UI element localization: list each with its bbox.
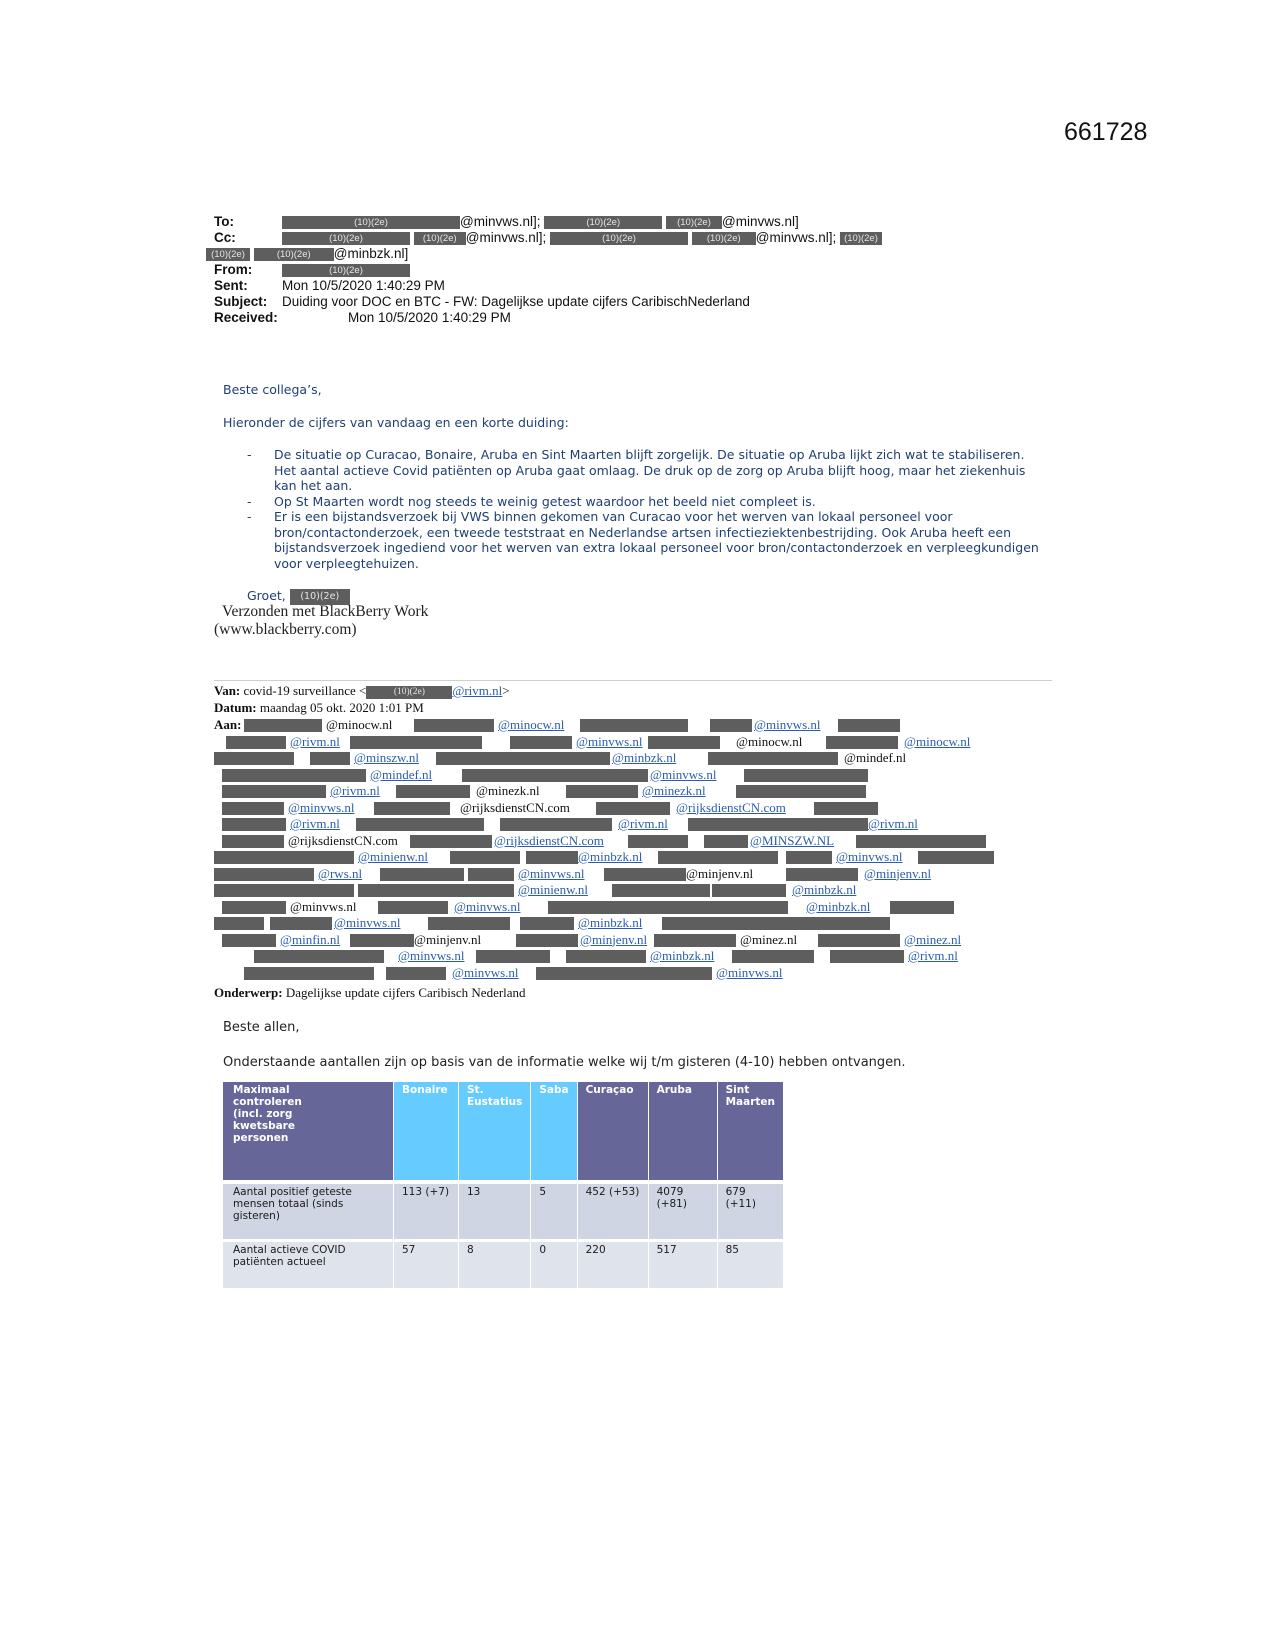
separator: [214, 680, 1052, 681]
table-row: [223, 1182, 784, 1240]
redaction: [378, 901, 448, 914]
onderwerp-row: Onderwerp: Dagelijkse update cijfers Caribisch Nederland: [214, 985, 526, 1000]
redaction: [214, 917, 264, 930]
redaction: [428, 917, 510, 930]
redaction: [654, 934, 736, 947]
redaction: [410, 835, 492, 848]
redaction: [566, 785, 638, 798]
cc-address-2: @minvws.nl];: [755, 230, 837, 245]
row-label: Aantal actieve COVID patiënten actueel: [223, 1240, 394, 1288]
redaction: [462, 769, 648, 782]
redaction: [612, 884, 710, 897]
redaction: [704, 835, 748, 848]
table-cell: 57: [394, 1240, 459, 1288]
redaction: (10)(2e): [840, 232, 882, 245]
redaction: [818, 934, 900, 947]
sent-label: Sent:: [214, 278, 248, 293]
to-address-2: @minvws.nl]: [722, 214, 799, 229]
redaction: [658, 851, 778, 864]
redaction: [500, 818, 612, 831]
redaction: [244, 719, 322, 732]
redaction: [468, 868, 514, 881]
column-header: Aruba: [648, 1082, 717, 1182]
redaction: [712, 884, 786, 897]
redaction: (10)(2e): [282, 264, 410, 277]
redaction: [786, 851, 832, 864]
redaction: (10)(2e): [206, 248, 250, 261]
redaction: [520, 917, 574, 930]
closing: Groet, (10)(2e): [247, 588, 350, 605]
column-header: Curaçao: [577, 1082, 648, 1182]
redaction: [414, 719, 494, 732]
redaction: [526, 851, 578, 864]
table-cell: 517: [648, 1240, 717, 1288]
redaction: [386, 967, 446, 980]
redaction: [688, 818, 868, 831]
redaction: [890, 901, 954, 914]
redaction: [450, 851, 520, 864]
received-label: Received:: [214, 310, 278, 325]
bullet-item: - Op St Maarten wordt nog steeds te weinig getest waardoor het beeld niet compleet is.: [247, 493, 816, 509]
table-cell: 113 (+7): [394, 1182, 459, 1240]
cc-row-continued: [211, 246, 914, 262]
redaction: [548, 901, 788, 914]
redaction: [510, 736, 572, 749]
table-cell: 4079 (+81): [648, 1182, 717, 1240]
redaction: (10)(2e): [666, 216, 722, 229]
table-cell: 13: [459, 1182, 531, 1240]
redaction: [918, 851, 994, 864]
cc-row: [214, 230, 914, 246]
bullet-item: - De situatie op Curacao, Bonaire, Aruba en Sint Maarten blijft zorgelijk. De situatie op Aruba lijkt zich wat te stabiliseren. Het aantal actieve Covid patiënten op Aruba gaat omlaag. De druk op de zorg op Aruba blijft hoog, maar het ziekenhuis kan het aan.: [247, 447, 1026, 493]
column-header: St. Eustatius: [459, 1082, 531, 1182]
redaction: [222, 901, 286, 914]
redaction: (10)(2e): [282, 216, 460, 229]
table-cell: 679 (+11): [717, 1182, 783, 1240]
forwarded-header: [214, 683, 1064, 716]
table-cell: 220: [577, 1240, 648, 1288]
bullet-list: [247, 447, 1067, 571]
redaction: [580, 719, 688, 732]
redaction: [214, 868, 314, 881]
update-intro: Onderstaande aantallen zijn op basis van de informatie welke wij t/m gisteren (4-10) hebben ontvangen.: [223, 1055, 906, 1070]
greeting: Beste collega’s,: [223, 382, 322, 397]
redaction: [814, 802, 878, 815]
table-cell: 85: [717, 1240, 783, 1288]
redaction: [226, 736, 286, 749]
van-link[interactable]: @rivm.nl: [452, 683, 503, 698]
redaction: [604, 868, 686, 881]
subject-row: [214, 294, 914, 310]
redaction: [476, 950, 550, 963]
redaction: [350, 934, 414, 947]
redaction: (10)(2e): [414, 232, 466, 245]
table-row: [223, 1240, 784, 1288]
redaction: [270, 917, 332, 930]
table-cell: 8: [459, 1240, 531, 1288]
table-corner-header: Maximaal controleren (incl. zorg kwetsbare personen: [223, 1082, 394, 1182]
redaction: [214, 851, 354, 864]
received-row: [214, 310, 914, 326]
received-value: Mon 10/5/2020 1:40:29 PM: [348, 310, 511, 325]
redaction: [732, 950, 814, 963]
redaction: (10)(2e): [254, 248, 334, 261]
redaction: [736, 785, 866, 798]
datum-row: Datum: maandag 05 okt. 2020 1:01 PM: [214, 699, 424, 715]
redaction: [436, 752, 610, 765]
subject-label: Subject:: [214, 294, 268, 309]
email-header: [211, 214, 914, 326]
recipients-block: Aan: @minocw.nl @minocw.nl @minvws.nl @rivm.nl @minvws.nl @minocw.nl @minocw.nl @minszw.nl @minbzk.nl @mindef.nl @mindef.nl @minvws.nl @rivm.nl @minezk.nl @minezk.nl @minvws.nl @rijksdienstCN.com @rijksdienstCN.com @rivm.nl @rivm.nl @rivm.nl @rijksdienstCN.com @rijksdienstCN.com @MINSZW.NL @minienw.nl @minbzk.nl @minvws.nl @rws.nl @minvws.nl @minjenv.nl @minjenv.nl @minienw.nl @minbzk.nl @minvws.nl @minvws.nl @minbzk.nl @minvws.nl @minbzk.nl @minfin.nl @minjenv.nl @minjenv.nl @minez.nl @minez.nl @minvws.nl @minbzk.nl @rivm.nl @minvws.nl @minvws.nl: [214, 717, 1074, 987]
signature: Verzonden met BlackBerry Work (www.blackberry.com): [214, 603, 429, 638]
cc-label: Cc:: [214, 230, 236, 245]
van-row: Van: covid-19 surveillance < (10)(2e) @rivm.nl>: [214, 683, 510, 698]
redaction: [830, 950, 904, 963]
redaction: (10)(2e): [282, 232, 410, 245]
update-greeting: Beste allen,: [223, 1020, 300, 1035]
covid-table: [223, 1082, 784, 1288]
subject-value: Duiding voor DOC en BTC - FW: Dagelijkse update cijfers CaribischNederland: [282, 294, 750, 309]
redaction: [222, 818, 286, 831]
redaction: [214, 752, 294, 765]
redaction: [254, 950, 384, 963]
redaction: (10)(2e): [544, 216, 662, 229]
redaction: [222, 934, 276, 947]
redaction: [374, 802, 450, 815]
redaction: [826, 736, 898, 749]
redaction: [516, 934, 578, 947]
redaction: [710, 719, 752, 732]
redaction: [566, 950, 646, 963]
redaction: [380, 868, 464, 881]
column-header: Saba: [531, 1082, 577, 1182]
redaction: [244, 967, 374, 980]
redaction: [708, 752, 838, 765]
redaction: [838, 719, 900, 732]
redaction: [214, 884, 354, 897]
table-header-row: [223, 1082, 784, 1182]
table-cell: 452 (+53): [577, 1182, 648, 1240]
redaction: (10)(2e): [550, 232, 688, 245]
cc-address-1: @minvws.nl];: [465, 230, 547, 245]
table-cell: 5: [531, 1182, 577, 1240]
sent-row: [214, 278, 914, 294]
redaction: [536, 967, 712, 980]
redaction: [744, 769, 868, 782]
redaction: [856, 835, 986, 848]
column-header: Sint Maarten: [717, 1082, 783, 1182]
cc-address-3: @minbzk.nl]: [333, 246, 409, 261]
redaction: [222, 835, 284, 848]
redaction: [356, 818, 484, 831]
to-address-1: @minvws.nl];: [460, 214, 541, 229]
redaction: [222, 802, 284, 815]
redaction: [662, 917, 890, 930]
bullet-item: - Er is een bijstandsverzoek bij VWS binnen gekomen van Curacao voor het werven van lokaal personeel voor bron/contactonderzoek, een tweede teststraat en Nederlandse artsen infectieziektenbestrijding. Ook Aruba heeft een bijstandsverzoek ingediend voor het werven van extra lokaal personeel voor bron/contactonderzoek en verpleegkundigen voor verpleegtehuizen.: [247, 509, 1039, 571]
redaction: [358, 884, 514, 897]
column-header: Bonaire: [394, 1082, 459, 1182]
row-label: Aantal positief geteste mensen totaal (sinds gisteren): [223, 1182, 394, 1240]
redaction: [648, 736, 720, 749]
redaction: [596, 802, 670, 815]
redaction: [628, 835, 688, 848]
document-number: 661728: [1064, 118, 1148, 146]
from-row: [214, 262, 914, 278]
from-label: From:: [214, 262, 253, 277]
redaction: [222, 785, 326, 798]
to-row: [214, 214, 914, 230]
intro-text: Hieronder de cijfers van vandaag en een korte duiding:: [223, 415, 569, 430]
redaction: (10)(2e): [366, 686, 452, 699]
redaction: [786, 868, 858, 881]
redaction: (10)(2e): [692, 232, 756, 245]
redaction: (10)(2e): [290, 589, 350, 605]
table-cell: 0: [531, 1240, 577, 1288]
redaction: [396, 785, 470, 798]
redaction: [310, 752, 350, 765]
redaction: [350, 736, 482, 749]
redaction: [222, 769, 366, 782]
to-label: To:: [214, 214, 234, 229]
sent-value: Mon 10/5/2020 1:40:29 PM: [282, 278, 445, 293]
